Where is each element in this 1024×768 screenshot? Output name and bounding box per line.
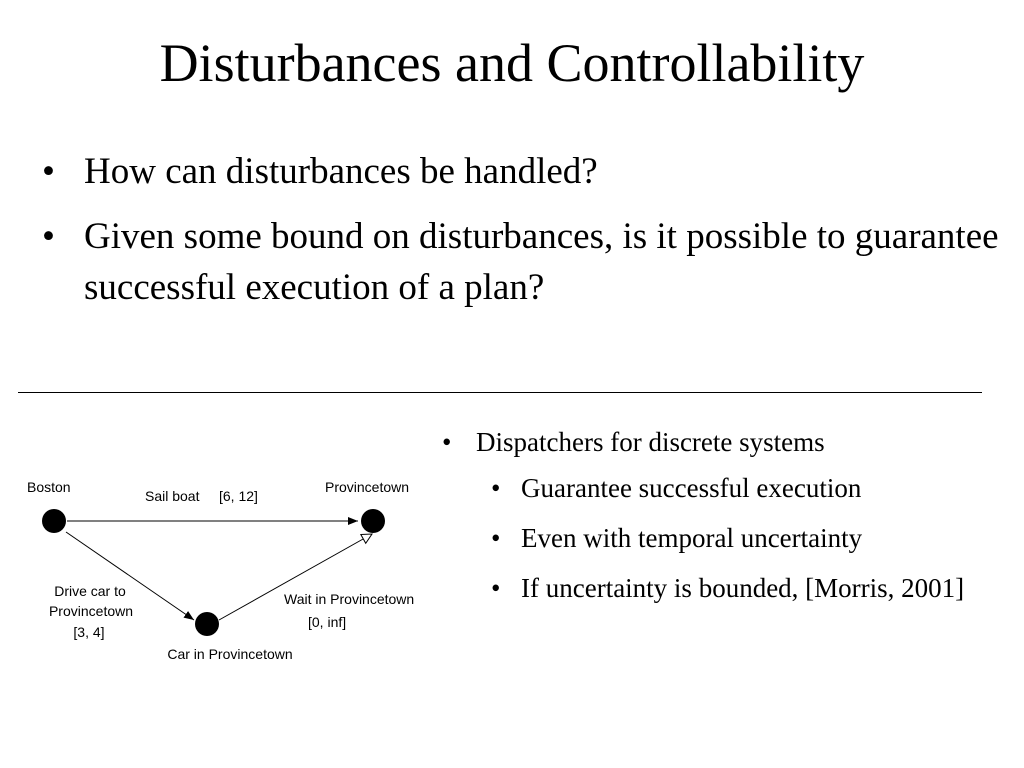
network-diagram (0, 460, 460, 680)
dispatcher-bullet-list (436, 425, 1016, 621)
list-item (436, 521, 1016, 555)
list-item-text: Dispatchers for discrete systems (476, 427, 825, 457)
node-car-in-provincetown (195, 612, 219, 636)
list-item-text: Even with temporal uncertainty (521, 523, 863, 553)
bullet-item (40, 146, 1000, 197)
bullet-dot: • (491, 473, 501, 503)
main-bullet-list (40, 146, 1000, 327)
list-item-text: Guarantee successful execution (521, 473, 862, 503)
bullet-dot: • (491, 523, 501, 553)
edge-bound-drive-car: [3, 4] (73, 624, 105, 640)
list-item-text: If uncertainty is bounded, [Morris, 2001] (521, 573, 965, 603)
node-label-car-in-provincetown: Car in Provincetown (167, 646, 293, 662)
bullet-dot: • (491, 573, 501, 603)
bullet-dot: • (42, 151, 55, 192)
list-item (436, 471, 1016, 505)
edge-bound-wait: [0, inf] (308, 614, 347, 630)
edge-label-sail-boat: Sail boat (145, 488, 200, 504)
edge-bound-sail-boat: [6, 12] (219, 488, 258, 504)
bullet-text: Given some bound on disturbances, is it possible to guarantee successful execution of a plan? (84, 216, 999, 308)
list-item (436, 425, 1016, 459)
edge-wait (219, 534, 372, 620)
node-label-provincetown: Provincetown (325, 479, 410, 495)
edge-label-wait: Wait in Provincetown (284, 591, 415, 607)
horizontal-divider (18, 392, 982, 393)
node-label-boston: Boston (27, 479, 71, 495)
edge-label-drive-car-line2: Provincetown (48, 603, 134, 619)
bullet-text: How can disturbances be handled? (84, 151, 598, 192)
node-provincetown (361, 509, 385, 533)
edge-label-drive-car-line1: Drive car to (54, 583, 126, 599)
list-item (436, 571, 1016, 605)
bullet-dot: • (42, 216, 55, 257)
slide-title: Disturbances and Controllability (159, 33, 865, 93)
bullet-dot: • (442, 427, 452, 457)
bullet-item (40, 211, 1000, 313)
node-boston (42, 509, 66, 533)
